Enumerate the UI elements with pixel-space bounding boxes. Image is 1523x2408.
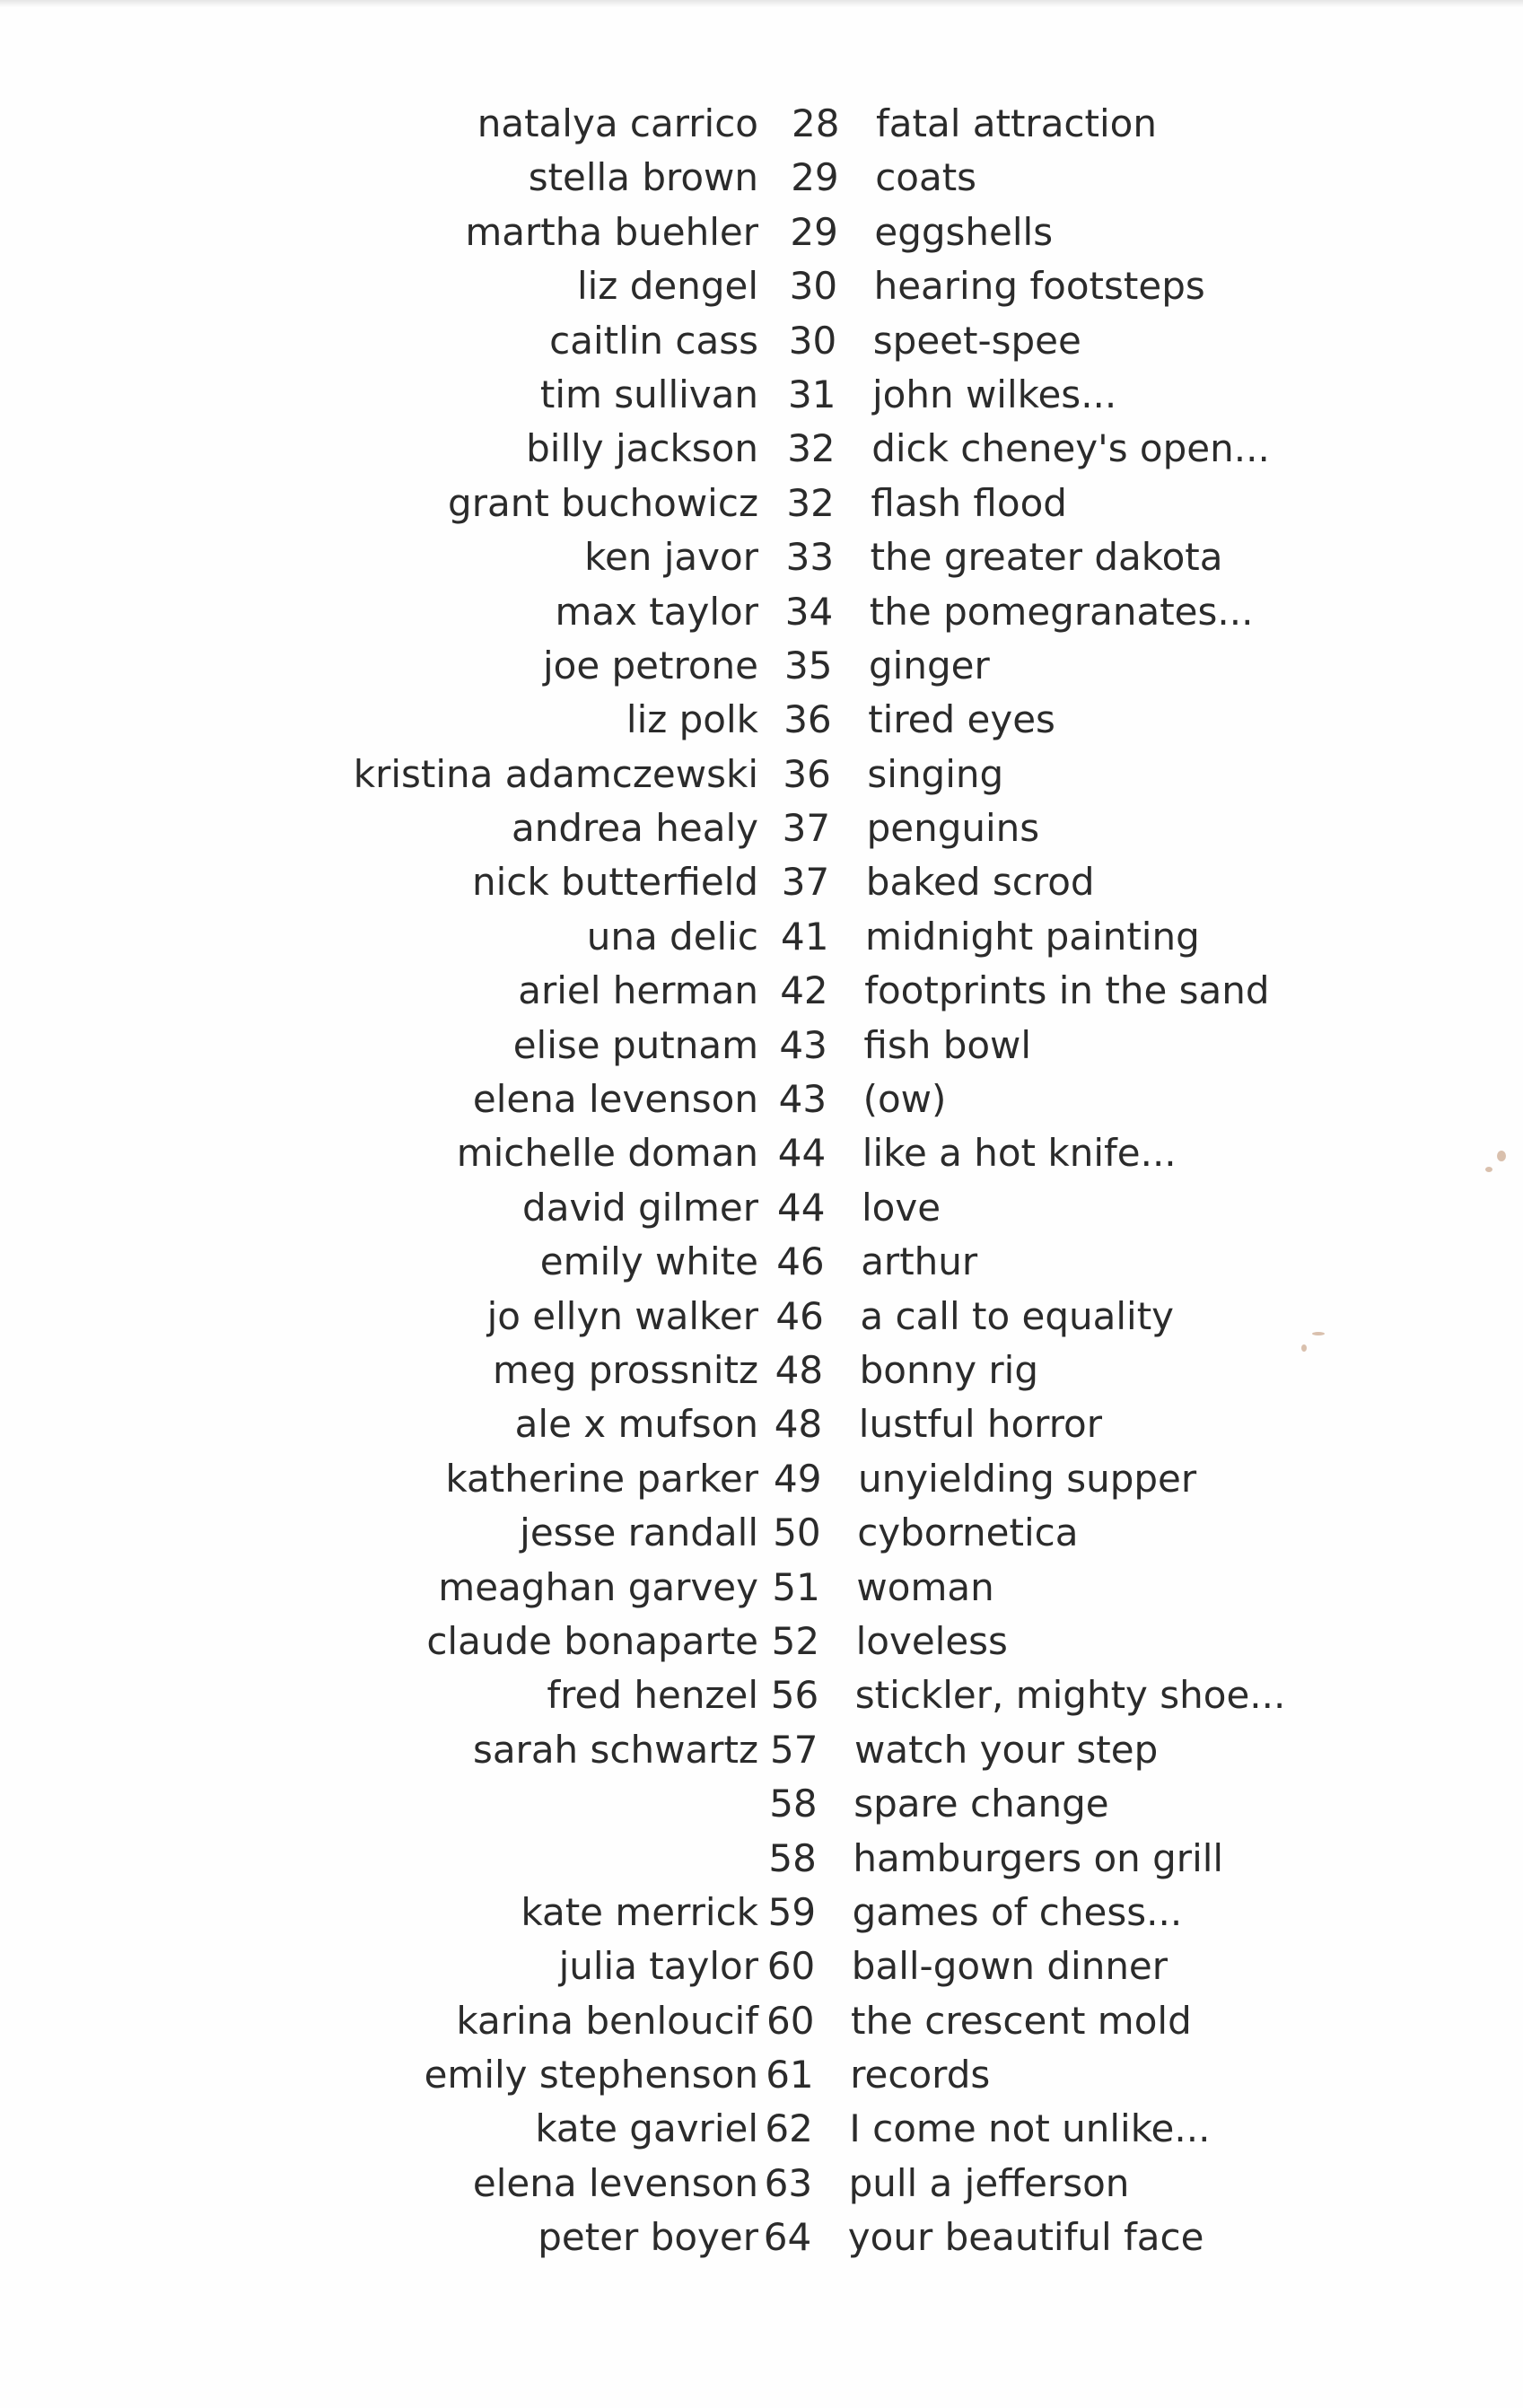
entry-title: hamburgers on grill [853, 1835, 1224, 1880]
entry-title: the greater dakota [870, 535, 1223, 580]
toc-entry [0, 1723, 1523, 1777]
entry-title: your beautiful face [847, 2215, 1204, 2260]
entry-title: cybornetica [857, 1510, 1079, 1555]
entry-author: nick butterfield [472, 860, 758, 905]
entry-title: games of chess... [852, 1889, 1183, 1934]
entry-title: singing [867, 751, 1004, 796]
entry-page-number: 43 [779, 1022, 827, 1067]
entry-page-number: 63 [764, 2160, 813, 2205]
entry-page-number: 36 [783, 751, 831, 796]
entry-page-number: 61 [766, 2053, 814, 2097]
entry-author: ken javor [584, 535, 758, 580]
entry-title: a call to equality [860, 1293, 1175, 1338]
entry-page-number: 32 [787, 426, 836, 471]
entry-author: grant buchowicz [448, 480, 758, 525]
toc-entry [0, 1181, 1523, 1235]
entry-page-number: 36 [783, 697, 832, 742]
entry-title: baked scrod [865, 860, 1095, 905]
toc-entry [0, 1615, 1523, 1668]
toc-entry [0, 1019, 1523, 1073]
entry-page-number: 37 [782, 806, 831, 851]
entry-author: ale x mufson [514, 1402, 758, 1447]
toc-entry [0, 2157, 1523, 2211]
entry-page-number: 28 [792, 101, 840, 145]
entry-title: loveless [855, 1618, 1008, 1663]
entry-author: michelle doman [456, 1131, 758, 1176]
toc-entry [0, 151, 1523, 205]
toc-entry [0, 530, 1523, 584]
entry-title: arthur [861, 1239, 978, 1284]
toc-entry [0, 1073, 1523, 1126]
entry-title: tired eyes [868, 697, 1055, 742]
entry-title: footprints in the sand [864, 968, 1270, 1013]
entry-page-number: 51 [772, 1564, 820, 1609]
entry-title: I come not unlike... [849, 2106, 1211, 2151]
entry-author: stella brown [528, 155, 758, 200]
toc-entry [0, 585, 1523, 639]
toc-entry [0, 1344, 1523, 1397]
entry-page-number: 56 [770, 1673, 819, 1718]
entry-title: john wilkes... [872, 372, 1117, 416]
entry-page-number: 64 [763, 2215, 812, 2260]
toc-entry [0, 1126, 1523, 1180]
entry-author: jo ellyn walker [486, 1293, 758, 1338]
toc-entry [0, 1452, 1523, 1506]
entry-title: the crescent mold [851, 1998, 1192, 2043]
entry-author: kristina adamczewski [353, 751, 758, 796]
entry-author: claude bonaparte [426, 1618, 758, 1663]
entry-page-number: 60 [766, 1998, 815, 2043]
toc-entry [0, 1994, 1523, 2048]
toc-entry [0, 1290, 1523, 1344]
entry-page-number: 44 [777, 1185, 826, 1230]
entry-author: david gilmer [522, 1185, 758, 1230]
entry-author: meaghan garvey [438, 1564, 758, 1609]
entry-author: karina benloucif [456, 1998, 758, 2043]
entry-author: andrea healy [511, 806, 758, 851]
toc-entry [0, 910, 1523, 964]
toc-entry [0, 2211, 1523, 2264]
entry-title: the pomegranates... [869, 589, 1254, 634]
entry-title: ginger [869, 643, 990, 687]
entry-author: emily white [539, 1239, 758, 1284]
entry-title: bonny rig [859, 1347, 1038, 1392]
entry-title: eggshells [874, 209, 1054, 254]
entry-author: elena levenson [472, 1077, 758, 1122]
entry-page-number: 44 [777, 1131, 827, 1176]
entry-page-number: 42 [780, 968, 828, 1013]
entry-title: like a hot knife... [862, 1131, 1177, 1176]
entry-title: pull a jefferson [848, 2160, 1130, 2205]
toc-entry [0, 855, 1523, 909]
entry-author: elise putnam [512, 1022, 758, 1067]
entry-page-number: 59 [767, 1889, 817, 1934]
entry-page-number: 29 [791, 155, 839, 200]
paper-speck [1497, 1151, 1506, 1161]
toc-entry [0, 422, 1523, 476]
entry-author: joe petrone [542, 643, 758, 687]
entry-page-number: 30 [789, 264, 838, 309]
toc-entry [0, 477, 1523, 530]
paper-speck [1485, 1167, 1492, 1172]
toc-entry [0, 801, 1523, 855]
entry-page-number: 57 [770, 1727, 818, 1772]
entry-title: coats [875, 155, 977, 200]
toc-entry [0, 693, 1523, 747]
toc-entry [0, 206, 1523, 259]
entry-title: penguins [866, 806, 1040, 851]
toc-entry [0, 748, 1523, 801]
entry-page-number: 58 [769, 1782, 818, 1826]
toc-entry [0, 1397, 1523, 1451]
toc-entry [0, 259, 1523, 313]
entry-author: kate gavriel [535, 2106, 758, 2151]
toc-entry [0, 1886, 1523, 1940]
entry-author: peter boyer [538, 2215, 758, 2260]
page-top-edge [0, 0, 1523, 7]
paper-speck [1312, 1332, 1325, 1335]
entry-author: martha buehler [465, 209, 758, 254]
entry-page-number: 50 [773, 1510, 821, 1555]
entry-page-number: 60 [766, 1944, 816, 1989]
toc-entry [0, 1940, 1523, 1993]
toc-entry [0, 639, 1523, 693]
entry-title: flash flood [871, 480, 1067, 525]
entry-page-number: 62 [765, 2106, 813, 2151]
entry-author: liz polk [626, 697, 758, 742]
entry-page-number: 46 [776, 1239, 825, 1284]
toc-entry [0, 2048, 1523, 2102]
entry-author: katherine parker [445, 1456, 758, 1501]
entry-author: elena levenson [472, 2160, 758, 2205]
entry-title: dick cheney's open... [871, 426, 1270, 471]
toc-entry [0, 368, 1523, 422]
entry-author: kate merrick [521, 1889, 758, 1934]
entry-title: lustful horror [858, 1402, 1103, 1447]
toc-entry [0, 2102, 1523, 2156]
entry-title: spare change [853, 1782, 1109, 1826]
entry-title: unyielding supper [858, 1456, 1197, 1501]
entry-page-number: 41 [781, 914, 829, 959]
entry-page-number: 35 [784, 643, 833, 687]
entry-page-number: 31 [788, 372, 836, 416]
entry-title: speet-spee [872, 318, 1081, 363]
entry-author: una delic [586, 914, 758, 959]
entry-page-number: 48 [774, 1402, 823, 1447]
entry-title: stickler, mighty shoe... [854, 1673, 1286, 1718]
entry-title: watch your step [854, 1727, 1159, 1772]
entry-title: love [862, 1185, 941, 1230]
entry-author: natalya carrico [477, 101, 758, 145]
entry-author: jesse randall [520, 1510, 758, 1555]
entry-title: fish bowl [863, 1022, 1032, 1067]
entry-author: ariel herman [518, 968, 758, 1013]
entry-title: fatal attraction [876, 101, 1157, 145]
entry-page-number: 49 [774, 1456, 822, 1501]
entry-page-number: 58 [768, 1835, 817, 1880]
entry-title: woman [856, 1564, 994, 1609]
entry-author: tim sullivan [539, 372, 758, 416]
entry-author: emily stephenson [424, 2053, 758, 2097]
toc-entry [0, 1777, 1523, 1831]
toc-entry [0, 97, 1523, 151]
entry-author: billy jackson [526, 426, 758, 471]
entry-page-number: 32 [786, 480, 835, 525]
toc-entry [0, 964, 1523, 1018]
toc-entry [0, 1668, 1523, 1722]
entry-author: max taylor [555, 589, 758, 634]
paper-speck [1301, 1344, 1307, 1352]
toc-entry [0, 1832, 1523, 1886]
entry-author: liz dengel [576, 264, 758, 309]
entry-page-number: 52 [771, 1618, 820, 1663]
table-of-contents [0, 97, 1523, 2265]
entry-author: julia taylor [558, 1944, 758, 1989]
entry-page-number: 30 [788, 318, 837, 363]
toc-entry [0, 1235, 1523, 1289]
entry-page-number: 46 [775, 1293, 824, 1338]
entry-page-number: 34 [784, 589, 834, 634]
entry-title: ball-gown dinner [851, 1944, 1169, 1989]
entry-title: midnight painting [865, 914, 1200, 959]
entry-author: meg prossnitz [492, 1347, 758, 1392]
entry-page-number: 48 [775, 1347, 824, 1392]
entry-title: (ow) [862, 1077, 947, 1122]
entry-title: hearing footsteps [873, 264, 1205, 309]
entry-page-number: 43 [778, 1077, 827, 1122]
entry-title: records [850, 2053, 991, 2097]
entry-author: sarah schwartz [472, 1727, 758, 1772]
entry-page-number: 37 [781, 860, 830, 905]
entry-page-number: 29 [790, 209, 838, 254]
entry-author: caitlin cass [549, 318, 758, 363]
toc-entry [0, 314, 1523, 368]
entry-author: fred henzel [547, 1673, 758, 1718]
entry-page-number: 33 [785, 535, 835, 580]
toc-entry [0, 1506, 1523, 1560]
toc-entry [0, 1561, 1523, 1615]
